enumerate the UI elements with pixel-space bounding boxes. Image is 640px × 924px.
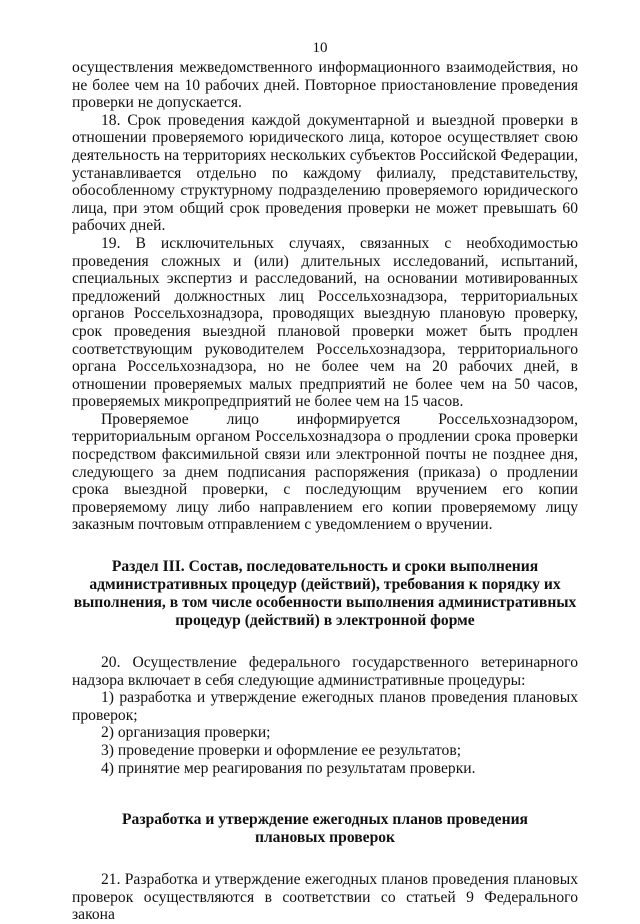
procedure-list-item: 4) принятие мер реагирования по результатам проверки. [101,759,476,777]
procedure-list-item: 2) организация проверки; [101,724,271,742]
paragraph-20-intro: 20. Осуществление федерального государственного ветеринарного надзора включает в себя следующие административные процедуры: [72,654,578,689]
page-number: 10 [312,40,328,56]
section-heading: Раздел III. Состав, последовательность и сроки выполнения административных процедур (действий), требования к порядку их выполнения, в том числе особенности выполнения административных процедур (действий) в электронной форме [73,558,577,630]
procedure-list-item: 1) разработка и утверждение ежегодных планов проведения плановых проверок; [72,689,578,724]
subsection-heading: Разработка и утверждение ежегодных планов проведения плановых проверок [122,811,528,847]
paragraph-21: 21. Разработка и утверждение ежегодных планов проведения плановых проверок осуществляются в соответствии со статьей 9 Федерального закона [72,871,578,924]
paragraph-19: 19. В исключительных случаях, связанных с необходимостью проведения сложных и (или) длительных исследований, испытаний, специальных экспертиз и расследований, на основании мотивированных предложений должностных лиц Россельхознадзора, территориальных органов Россельхознадзора, проводящих выездную плановую проверку, срок проведения выездной плановой проверки может быть продлен соответствующим руководителем Россельхознадзора, территориального органа Россельхознадзора, но не более чем на 20 рабочих дней, в отношении проверяемых малых предприятий не более чем на 50 часов, проверяемых микропредприятий не более чем на 15 часов. [72,234,578,411]
document-body [72,59,578,924]
procedure-list-item: 3) проведение проверки и оформление ее результатов; [101,742,462,759]
paragraph-17-continuation: осуществления межведомственного информационного взаимодействия, но не более чем на 10 рабочих дней. Повторное приостановление проведения проверки не допускается. [72,59,578,112]
paragraph-18: 18. Срок проведения каждой документарной и выездной проверки в отношении проверяемого юридического лица, которое осуществляет свою деятельность на территориях нескольких субъектов Российской Федерации, устанавливается отдельно по каждому филиалу, представительству, обособленному структурному подразделению проверяемого юридического лица, при этом общий срок проведения проверки не может превышать 60 рабочих дней. [72,111,578,235]
paragraph-19-notification: Проверяемое лицо информируется Россельхознадзором, территориальным органом Россельхознадзора о продлении срока проверки посредством факсимильной связи или электронной почты не позднее дня, следующего за днем подписания распоряжения (приказа) о продлении срока выездной проверки, с последующим вручением его копии проверяемому лицу либо направлением его копии проверяемому лицу заказным почтовым отправлением с уведомлением о вручении. [72,410,578,534]
